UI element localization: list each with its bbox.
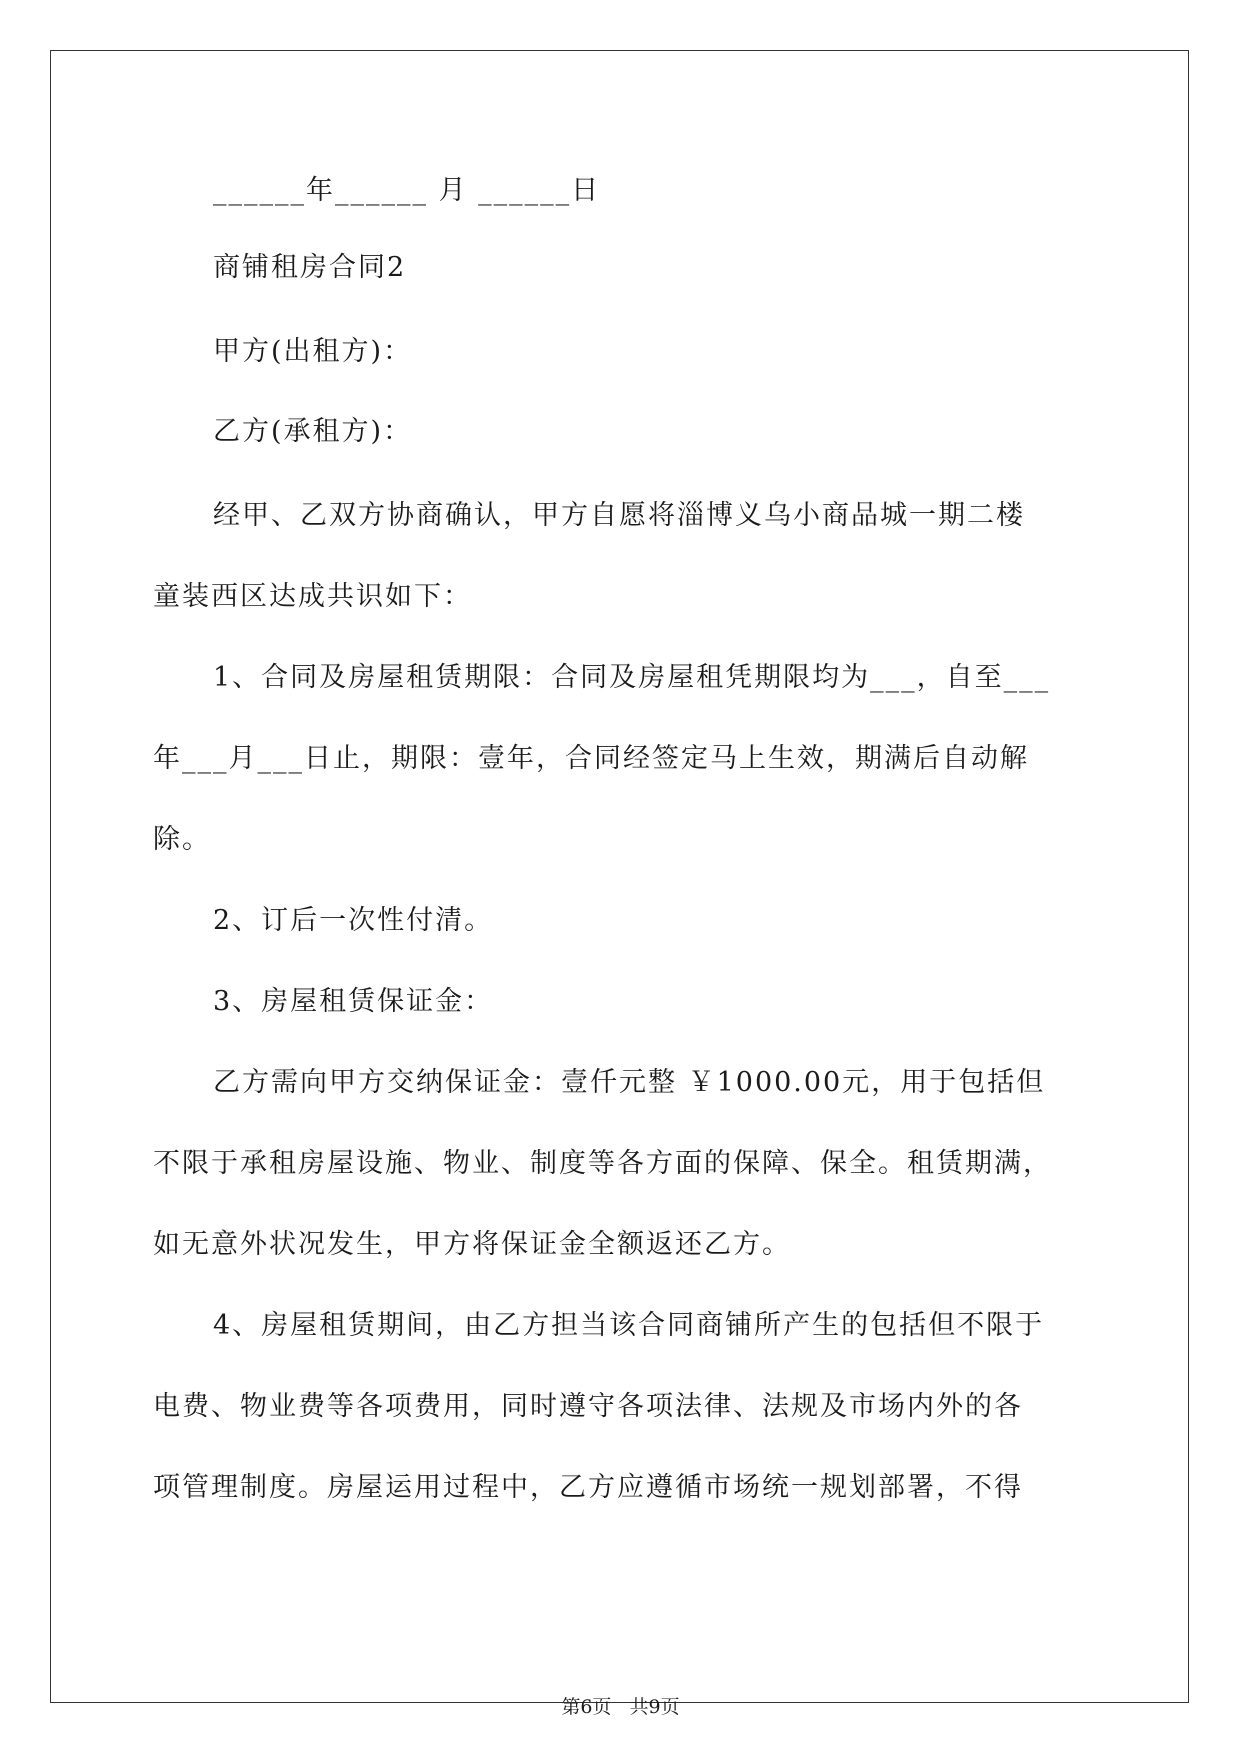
deposit-paragraph-line-2: 不限于承租房屋设施、物业、制度等各方面的保障、保全。租赁期满， — [153, 1148, 1052, 1179]
deposit-paragraph-line-3: 如无意外状况发生，甲方将保证金全额返还乙方。 — [153, 1229, 791, 1260]
party-b-label: 乙方(承租方)： — [213, 416, 413, 447]
clause-1-line-3: 除。 — [153, 824, 211, 855]
clause-1-line-2: 年___月___日止，期限：壹年，合同经签定马上生效，期满后自动解 — [153, 743, 1029, 774]
clause-2: 2、订后一次性付清。 — [213, 905, 494, 936]
clause-3-heading: 3、房屋租赁保证金： — [213, 986, 494, 1017]
page-number-footer: 第6页 共9页 — [561, 1696, 680, 1718]
party-a-label: 甲方(出租方)： — [213, 336, 413, 367]
page-border — [50, 50, 1189, 1703]
clause-1-line-1: 1、合同及房屋租赁期限：合同及房屋租凭期限均为___，自至___ — [213, 662, 1051, 693]
date-blank-line: ______年______ 月 ______日 — [213, 175, 601, 206]
clause-4-line-1: 4、房屋租赁期间，由乙方担当该合同商铺所产生的包括但不限于 — [213, 1310, 1045, 1341]
intro-paragraph-line-1: 经甲、乙双方协商确认，甲方自愿将淄博义乌小商品城一期二楼 — [213, 500, 1025, 531]
clause-4-line-2: 电费、物业费等各项费用，同时遵守各项法律、法规及市场内外的各 — [153, 1391, 1023, 1422]
clause-4-line-3: 项管理制度。房屋运用过程中，乙方应遵循市场统一规划部署，不得 — [153, 1472, 1023, 1503]
intro-paragraph-line-2: 童装西区达成共识如下： — [153, 581, 472, 612]
deposit-paragraph-line-1: 乙方需向甲方交纳保证金：壹仟元整 ￥1000.00元，用于包括但 — [213, 1067, 1046, 1098]
contract-title: 商铺租房合同2 — [213, 252, 407, 283]
